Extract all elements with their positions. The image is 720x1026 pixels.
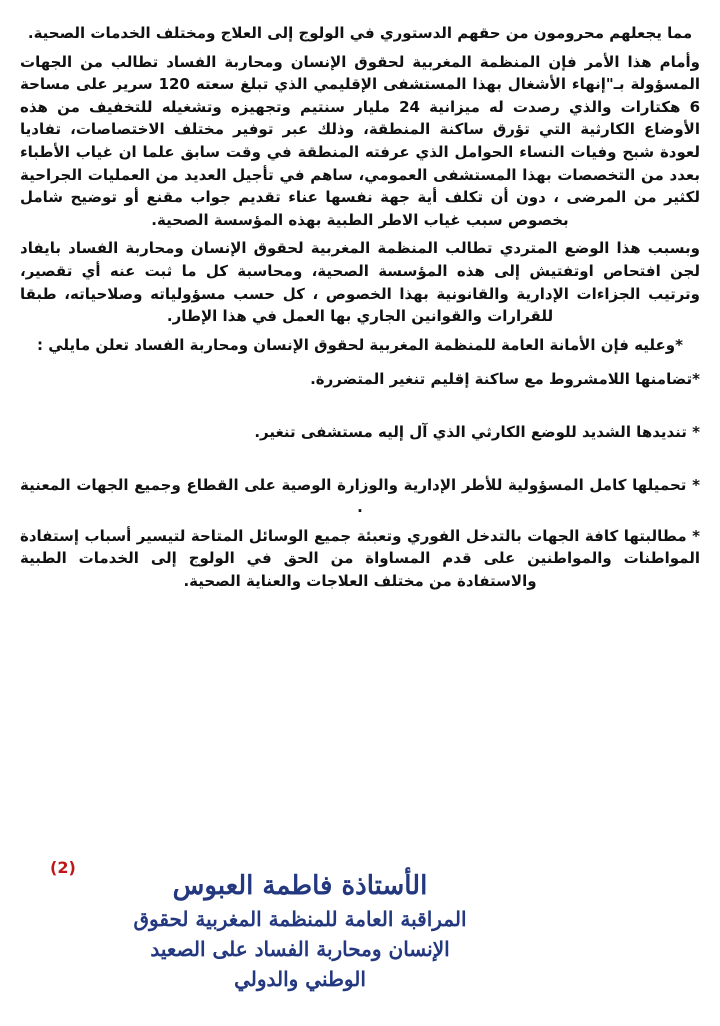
text-line: وأمام هذا الأمر فإن المنظمة المغربية لحقوق الإنسان ومحاربة الفساد (158, 52, 700, 71)
signature-block (90, 868, 510, 994)
text-line: * مطالبتها كافة الجهات بالتدخل الفوري وتعبئة جميع الوسائل المتاحة (185, 526, 701, 545)
bullet-condemnation (20, 421, 700, 444)
text-line: لتيسير أسباب إستفادة المواطنات والمواطنين على قدم المساواة من الحق (20, 526, 700, 568)
text-line: بهذا الخصوص ، كل حسب مسؤولياته وصلاحياته، طبقا للقرارات (20, 284, 554, 326)
text-line: والقوانين الجاري بها العمل في هذا الإطار. (166, 307, 482, 326)
text-line: مليار سنتيم وتجهيزه وتشغيله للتخفيف من هذه الأوضاع الكارثية التي (20, 97, 700, 139)
text-line: وبسبب هذا الوضع المتردي تطالب المنظمة المغربية لحقوق الإنسان (183, 239, 700, 258)
signature-title-line: الوطني والدولي (234, 967, 366, 991)
text-line: الصحية. (183, 571, 241, 590)
bullet-responsibility (20, 474, 700, 519)
text-line: * تحميلها كامل المسؤولية للأطر الإدارية والوزارة الوصية على القطاع (180, 475, 700, 494)
page-number: (2) (50, 858, 76, 877)
text-line: تعلن مايلي : (37, 335, 130, 354)
text-line: الخدمات الصحية. (27, 24, 151, 42)
paragraph-announcement (20, 334, 700, 357)
text-line: *تضامنها اللامشروط مع ساكنة إقليم تنغير المتضررة. (310, 370, 700, 389)
text-line: مما يجعلهم محرومون من حقهم الدستوري في الولوج إلى العلاج ومختلف (150, 24, 693, 42)
text-line: غياب الأطباء بعدد من التخصصات بهذا المستشفى العمومي، ساهم في (20, 142, 700, 184)
text-line: تطالب من الجهات المسؤولة بـ"إنهاء الأشغال بهذا المستشفى الإقليمي الذي (20, 52, 700, 94)
text-line: ومحاربة الفساد بايفاد لجن افتحاص اوتفتيش إلى هذه المؤسسة الصحية، (20, 239, 700, 280)
paragraph-intro (20, 22, 700, 45)
text-line: وجميع الجهات المعنية . (20, 475, 363, 517)
text-line: تأجيل العديد من العمليات الجراحية لكثير من المرضى ، دون أن تكلف أية (20, 165, 700, 207)
text-line: في الولوج إلى الخدمات الطبية والاستفادة من مختلف العلاجات والعناية (20, 549, 537, 590)
text-line: شبح وفيات النساء الحوامل الذي عرفته المنطقة في وقت سابق علما ان (112, 142, 655, 161)
text-line: * تنديدها الشديد للوضع الكارثي الذي آل إليه مستشفى تنغير. (254, 422, 700, 441)
signature-title-line: الإنسان ومحاربة الفساد على الصعيد (150, 937, 450, 961)
text-line: تبلغ سعته 120 سرير على مساحة 6 هكتارات والذي رصدت له ميزانية 24 (20, 75, 700, 116)
text-line: *وعليه فإن الأمانة العامة للمنظمة المغربية لحقوق الإنسان ومحاربة الفساد (129, 335, 683, 354)
signature-title-line: المراقبة العامة للمنظمة المغربية لحقوق (133, 907, 467, 931)
paragraph-demands-hospital (20, 51, 700, 232)
signature-name: الأستاذة فاطمة العبوس (172, 871, 428, 901)
text-line: ومحاسبة كل ما ثبت عنه أي تقصير، وترتيب الجزاءات الإدارية والقانونية (20, 261, 700, 303)
bullet-intervention (20, 525, 700, 593)
text-line: تؤرق ساكنة المنطقة، وذلك عبر توفير مختلف الاختصاصات، تفاديا لعودة (20, 120, 701, 161)
bullet-solidarity (20, 368, 700, 391)
text-line: غياب الاطر الطبية بهذه المؤسسة الصحية. (151, 210, 461, 229)
text-line: جهة نفسها عناء تقديم جواب مقنع أو توضيح شامل بخصوص سبب (20, 188, 569, 229)
paragraph-audit-request (20, 237, 700, 327)
